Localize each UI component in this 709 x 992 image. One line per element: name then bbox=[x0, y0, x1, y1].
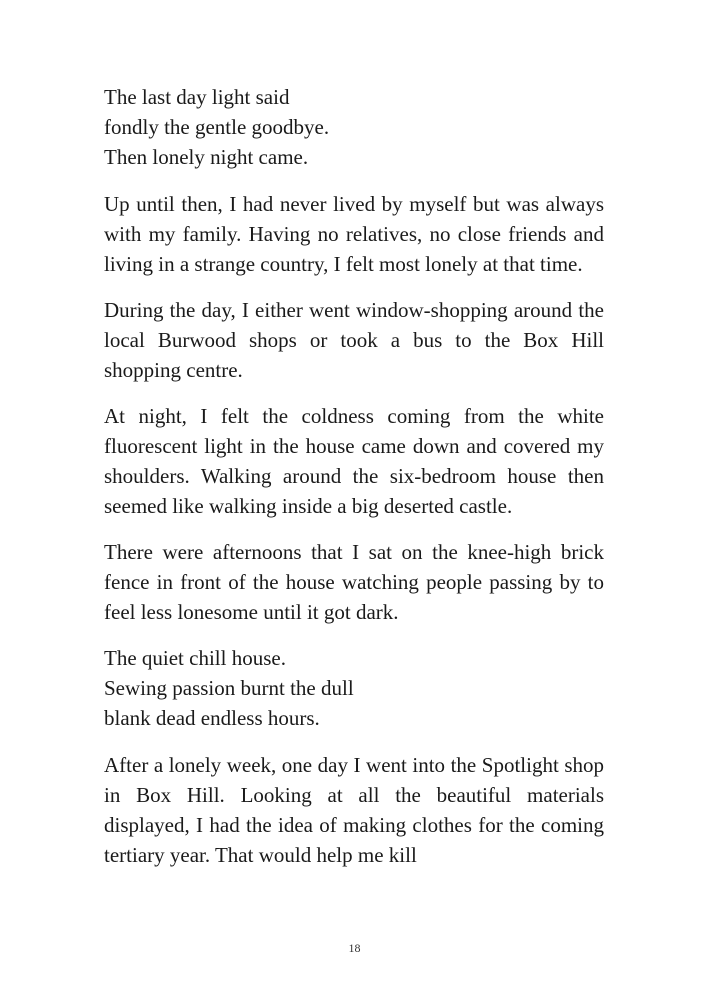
page-body bbox=[104, 82, 604, 870]
haiku-poem bbox=[104, 643, 604, 733]
poem-line: The last day light said bbox=[104, 85, 290, 109]
paragraph: After a lonely week, one day I went into the Spotlight shop in Box Hill. Looking at all the beautiful materials displayed, I had the idea of making clothes for the coming tertiary year. That would help me kill bbox=[104, 753, 604, 867]
poem-line: Sewing passion burnt the dull bbox=[104, 676, 354, 700]
poem-line: blank dead endless hours. bbox=[104, 706, 320, 730]
paragraph: There were afternoons that I sat on the knee-high brick fence in front of the house watching people passing by to feel less lonesome until it got dark. bbox=[104, 540, 604, 624]
paragraph: Up until then, I had never lived by myself but was always with my family. Having no relatives, no close friends and living in a strange country, I felt most lonely at that time. bbox=[104, 192, 604, 276]
poem-line: The quiet chill house. bbox=[104, 646, 286, 670]
paragraph: At night, I felt the coldness coming from the white fluorescent light in the house came down and covered my shoulders. Walking around the six-bedroom house then seemed like walking inside a big deserted castle. bbox=[104, 404, 604, 518]
paragraph: During the day, I either went window-shopping around the local Burwood shops or took a bus to the Box Hill shopping centre. bbox=[104, 298, 604, 382]
page-number: 18 bbox=[348, 941, 361, 955]
poem-line: fondly the gentle goodbye. bbox=[104, 115, 330, 139]
haiku-poem bbox=[104, 82, 604, 172]
poem-line: Then lonely night came. bbox=[104, 145, 309, 169]
